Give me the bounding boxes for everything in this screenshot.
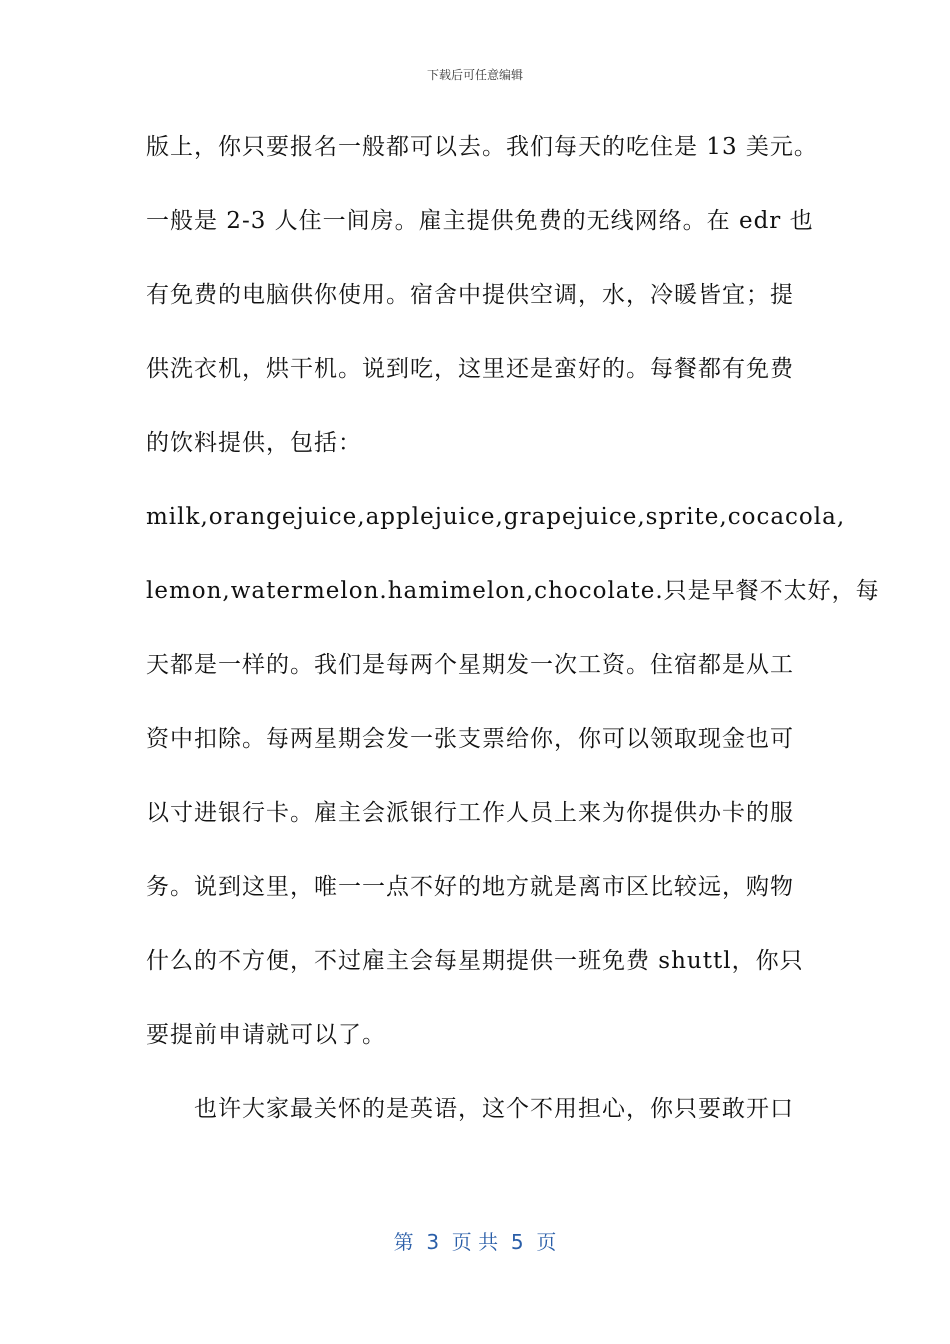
text-line: 要提前申请就可以了。	[146, 1022, 386, 1048]
text-line: 资中扣除。每两星期会发一张支票给你，你可以领取现金也可	[146, 726, 794, 752]
document-body	[146, 122, 880, 1158]
text-line: 的饮料提供，包括：	[146, 430, 362, 456]
page-header: 下载后可任意编辑	[426, 68, 523, 82]
text-line: 以寸进银行卡。雇主会派银行工作人员上来为你提供办卡的服	[146, 800, 794, 826]
page-number-footer: 第 3 页 共 5 页	[393, 1230, 557, 1254]
text-line: 供洗衣机，烘干机。说到吃，这里还是蛮好的。每餐都有免费	[146, 356, 794, 382]
text-line: 版上，你只要报名一般都可以去。我们每天的吃住是 13 美元。	[146, 134, 818, 160]
text-line: 务。说到这里，唯一一点不好的地方就是离市区比较远，购物	[146, 874, 794, 900]
text-line: 天都是一样的。我们是每两个星期发一次工资。住宿都是从工	[146, 652, 794, 678]
text-line: 有免费的电脑供你使用。宿舍中提供空调，水，冷暖皆宜；提	[146, 282, 794, 308]
text-line: 一般是 2-3 人住一间房。雇主提供免费的无线网络。在 edr 也	[146, 208, 814, 234]
text-line-paragraph-start: 也许大家最关怀的是英语，这个不用担心，你只要敢开口	[194, 1096, 794, 1122]
text-line: lemon,watermelon.hamimelon,chocolate.只是早餐不太好，每	[146, 578, 880, 604]
text-line: milk,orangejuice,applejuice,grapejuice,sprite,cocacola,	[146, 504, 846, 530]
text-line: 什么的不方便，不过雇主会每星期提供一班免费 shuttl，你只	[146, 948, 804, 974]
